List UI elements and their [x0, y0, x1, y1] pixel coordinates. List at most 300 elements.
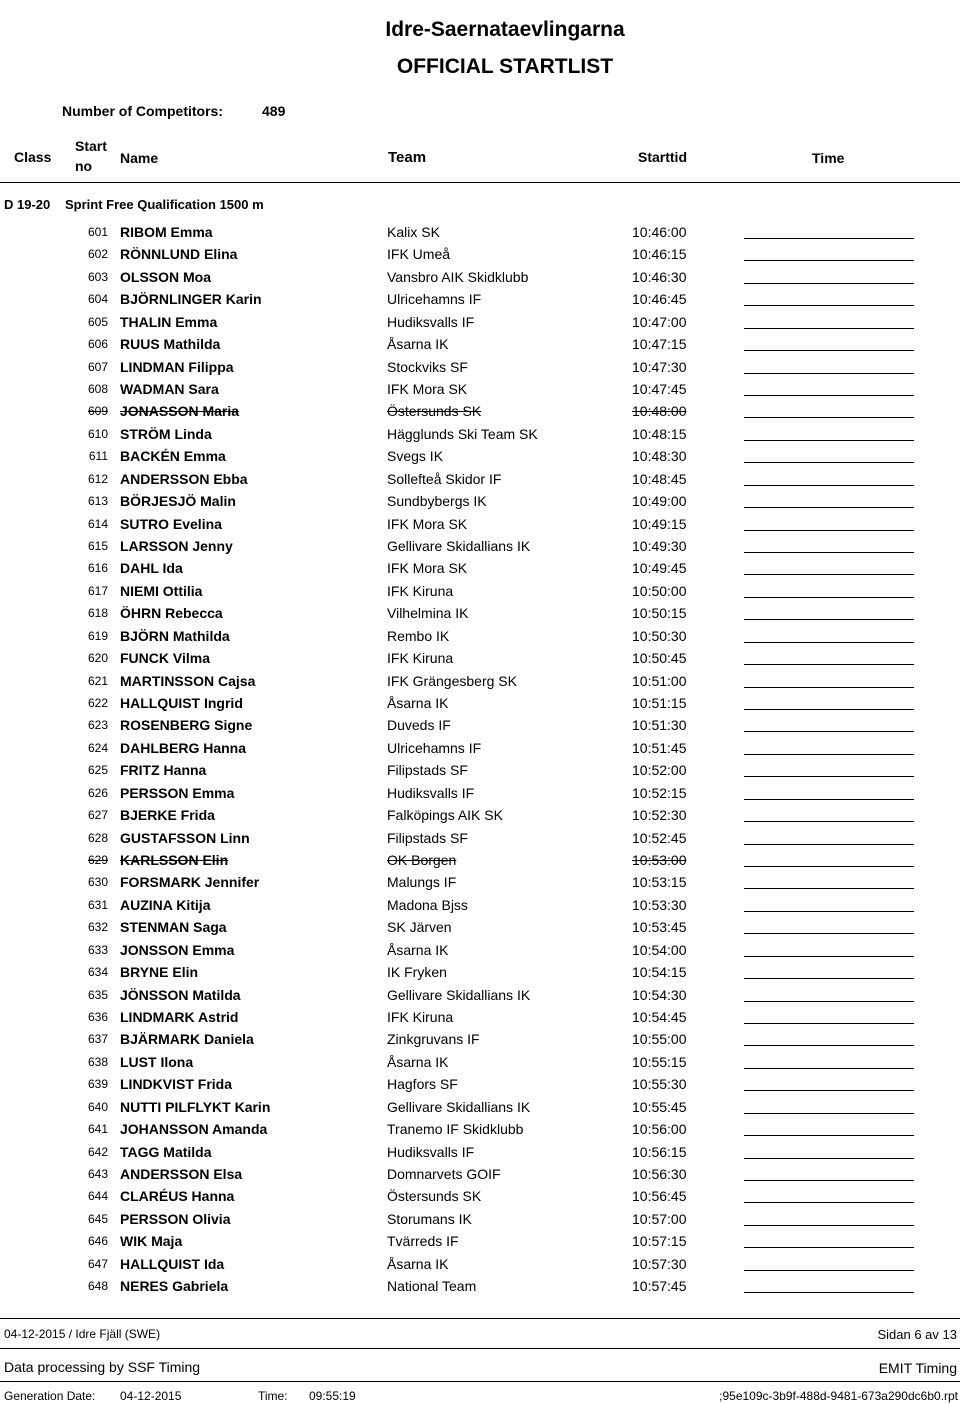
start-number: 643	[87, 1167, 108, 1182]
competitor-name: CLARÉUS Hanna	[120, 1188, 235, 1205]
table-row	[0, 693, 960, 715]
table-row	[0, 1164, 960, 1186]
competitor-name: ROSENBERG Signe	[120, 717, 253, 734]
team-name: IFK Kiruna	[387, 650, 454, 667]
team-name: Stockviks SF	[387, 358, 468, 375]
footer-page-number: Sidan 6 av 13	[877, 1327, 957, 1342]
start-time: 10:53:15	[632, 874, 687, 891]
result-time-blank-line	[744, 485, 914, 486]
start-number: 619	[87, 628, 108, 643]
table-row	[0, 357, 960, 379]
table-row	[0, 962, 960, 984]
start-number: 627	[87, 808, 108, 823]
competitor-name: LUST Ilona	[120, 1053, 194, 1070]
table-row	[0, 1142, 960, 1164]
start-time: 10:50:15	[632, 605, 687, 622]
result-time-blank-line	[744, 1270, 914, 1271]
start-number: 641	[87, 1122, 108, 1137]
result-time-blank-line	[744, 664, 914, 665]
team-name: Åsarna IK	[387, 1255, 449, 1272]
table-row	[0, 760, 960, 782]
team-name: Svegs IK	[387, 448, 444, 465]
start-number: 637	[87, 1032, 108, 1047]
start-number: 612	[87, 471, 108, 486]
team-name: Hudiksvalls IF	[387, 784, 475, 801]
start-time: 10:56:45	[632, 1188, 687, 1205]
result-time-blank-line	[744, 238, 914, 239]
start-number: 642	[87, 1144, 108, 1159]
team-name: Domnarvets GOIF	[387, 1166, 501, 1183]
column-header-team: Team	[388, 149, 427, 166]
table-row	[0, 648, 960, 670]
competitor-name: JONSSON Emma	[120, 941, 235, 958]
generation-date-label: Generation Date:	[4, 1389, 96, 1403]
start-number: 626	[87, 785, 108, 800]
table-row	[0, 850, 960, 872]
start-number: 618	[87, 606, 108, 621]
start-time: 10:52:30	[632, 807, 687, 824]
competitor-name: DAHLBERG Hanna	[120, 739, 247, 756]
competitor-name: STENMAN Saga	[120, 919, 227, 936]
start-number: 605	[87, 314, 108, 329]
competitor-name: NERES Gabriela	[120, 1278, 229, 1295]
start-number: 648	[87, 1279, 108, 1294]
start-time: 10:46:00	[632, 224, 687, 240]
result-time-blank-line	[744, 530, 914, 531]
team-name: IFK Mora SK	[387, 560, 468, 577]
result-time-blank-line	[744, 1292, 914, 1293]
table-row	[0, 491, 960, 513]
result-time-blank-line	[744, 1135, 914, 1136]
start-number: 633	[87, 942, 108, 957]
team-name: Gellivare Skidallians IK	[387, 986, 531, 1003]
start-time: 10:54:15	[632, 964, 687, 981]
result-time-blank-line	[744, 821, 914, 822]
start-time: 10:49:15	[632, 515, 687, 532]
start-number: 640	[87, 1099, 108, 1114]
start-time: 10:50:30	[632, 627, 687, 644]
footer-date-location: 04-12-2015 / Idre Fjäll (SWE)	[4, 1327, 161, 1341]
result-time-blank-line	[744, 417, 914, 418]
result-time-blank-line	[744, 552, 914, 553]
start-number: 638	[87, 1054, 108, 1069]
start-number: 625	[87, 763, 108, 778]
table-row	[0, 715, 960, 737]
start-time: 10:53:45	[632, 919, 687, 936]
start-number: 604	[87, 292, 108, 307]
start-time: 10:53:30	[632, 896, 687, 913]
team-name: Åsarna IK	[387, 695, 449, 712]
start-number: 646	[87, 1234, 108, 1249]
result-time-blank-line	[744, 1202, 914, 1203]
start-number: 614	[87, 516, 108, 531]
column-header-starttid: Starttid	[638, 149, 687, 165]
start-time: 10:50:00	[632, 582, 687, 599]
competitor-name: PERSSON Olivia	[120, 1210, 231, 1227]
table-row	[0, 469, 960, 491]
team-name: Åsarna IK	[387, 336, 449, 353]
result-time-blank-line	[744, 283, 914, 284]
start-number: 632	[87, 920, 108, 935]
start-number: 622	[87, 696, 108, 711]
competitor-name: MARTINSSON Cajsa	[120, 672, 256, 689]
start-number: 644	[87, 1189, 108, 1204]
start-number: 620	[87, 651, 108, 666]
column-header-name: Name	[120, 150, 159, 166]
table-row	[0, 805, 960, 827]
competitor-name: ÖHRN Rebecca	[120, 605, 223, 622]
team-name: Gellivare Skidallians IK	[387, 538, 531, 555]
column-header-start: Start	[75, 138, 107, 154]
start-time: 10:48:15	[632, 425, 687, 442]
table-row	[0, 940, 960, 962]
team-name: Filipstads SF	[387, 829, 468, 846]
competitor-name: BRYNE Elin	[120, 964, 199, 981]
start-time: 10:52:45	[632, 829, 687, 846]
team-name: Ulricehamns IF	[387, 291, 482, 308]
competitor-name: BJÄRMARK Daniela	[120, 1031, 254, 1048]
start-number: 647	[87, 1256, 108, 1271]
team-name: Hägglunds Ski Team SK	[387, 425, 538, 442]
start-time: 10:51:15	[632, 695, 687, 712]
competitor-name: THALIN Emma	[120, 313, 218, 330]
competitor-name: LARSSON Jenny	[120, 538, 233, 555]
result-time-blank-line	[744, 1158, 914, 1159]
start-number: 639	[87, 1077, 108, 1092]
start-time: 10:51:30	[632, 717, 687, 734]
result-time-blank-line	[744, 350, 914, 351]
race-class-description: Sprint Free Qualification 1500 m	[65, 197, 264, 212]
generation-time-label: Time:	[258, 1389, 288, 1403]
result-time-blank-line	[744, 866, 914, 867]
footer-divider-middle	[0, 1348, 960, 1349]
table-row	[0, 379, 960, 401]
table-row	[0, 738, 960, 760]
start-time: 10:46:30	[632, 268, 687, 285]
competitor-name: LINDMARK Astrid	[120, 1009, 239, 1026]
start-time: 10:49:00	[632, 493, 687, 510]
start-time: 10:47:00	[632, 313, 687, 330]
start-time: 10:56:30	[632, 1166, 687, 1183]
table-row	[0, 1276, 960, 1298]
start-time: 10:49:45	[632, 560, 687, 577]
footer-divider-top	[0, 1318, 960, 1319]
team-name: SK Järven	[387, 919, 452, 936]
result-time-blank-line	[744, 440, 914, 441]
table-row	[0, 1231, 960, 1253]
start-time: 10:47:45	[632, 381, 687, 397]
result-time-blank-line	[744, 619, 914, 620]
competitor-name: SUTRO Evelina	[120, 515, 222, 532]
table-row	[0, 267, 960, 289]
footer-emit-timing: EMIT Timing	[878, 1360, 957, 1376]
result-time-blank-line	[744, 574, 914, 575]
table-row	[0, 536, 960, 558]
result-time-blank-line	[744, 642, 914, 643]
table-row	[0, 334, 960, 356]
competitor-name: BÖRJESJÖ Malin	[120, 493, 236, 510]
team-name: IFK Grängesberg SK	[387, 672, 517, 689]
start-time: 10:47:30	[632, 358, 687, 375]
team-name: Sundbybergs IK	[387, 493, 487, 510]
start-number: 606	[87, 337, 108, 352]
team-name: Madona Bjss	[387, 896, 468, 913]
start-time: 10:57:30	[632, 1255, 687, 1272]
start-time: 10:54:45	[632, 1009, 687, 1026]
team-name: IFK Kiruna	[387, 582, 454, 599]
table-row	[0, 1052, 960, 1074]
table-row	[0, 312, 960, 334]
team-name: Hudiksvalls IF	[387, 1143, 475, 1160]
table-row	[0, 872, 960, 894]
table-row	[0, 446, 960, 468]
competitor-name: BACKÉN Emma	[120, 448, 226, 465]
team-name: Tranemo IF Skidklubb	[387, 1121, 524, 1138]
table-row	[0, 1209, 960, 1231]
competitor-name: AUZINA Kitija	[120, 896, 211, 913]
start-time: 10:55:30	[632, 1076, 687, 1093]
result-time-blank-line	[744, 507, 914, 508]
start-number: 609	[87, 404, 108, 419]
start-number: 608	[87, 382, 108, 396]
result-time-blank-line	[744, 1113, 914, 1114]
table-row	[0, 244, 960, 266]
start-time: 10:57:45	[632, 1278, 687, 1295]
team-name: National Team	[387, 1278, 477, 1295]
result-time-blank-line	[744, 709, 914, 710]
competitor-name: ANDERSSON Elsa	[120, 1166, 243, 1183]
result-time-blank-line	[744, 888, 914, 889]
table-row	[0, 424, 960, 446]
team-name: Vilhelmina IK	[387, 605, 469, 622]
start-time: 10:54:00	[632, 941, 687, 958]
result-time-blank-line	[744, 1090, 914, 1091]
table-row	[0, 671, 960, 693]
team-name: Filipstads SF	[387, 762, 468, 779]
competitor-name: GUSTAFSSON Linn	[120, 829, 250, 846]
competitor-name: RÖNNLUND Elina	[120, 246, 238, 263]
report-file-name: ;95e109c-3b9f-488d-9481-673a290dc6b0.rpt	[719, 1389, 958, 1403]
table-row	[0, 895, 960, 917]
competitor-name: RUUS Mathilda	[120, 336, 221, 353]
competitor-name: HALLQUIST Ida	[120, 1255, 225, 1272]
team-name: Zinkgruvans IF	[387, 1031, 480, 1048]
footer-divider-bottom	[0, 1381, 960, 1382]
start-number: 634	[87, 965, 108, 980]
competitor-name: TAGG Matilda	[120, 1143, 212, 1160]
event-title: Idre-Saernataevlingarna	[385, 18, 625, 41]
table-row	[0, 514, 960, 536]
competitor-name: ANDERSSON Ebba	[120, 470, 248, 487]
competitor-name: PERSSON Emma	[120, 784, 235, 801]
table-row	[0, 1029, 960, 1051]
start-time: 10:55:45	[632, 1098, 687, 1115]
result-time-blank-line	[744, 1045, 914, 1046]
start-number: 635	[87, 987, 108, 1002]
competitor-name: OLSSON Moa	[120, 268, 212, 285]
start-time: 10:48:00	[632, 403, 687, 420]
result-time-blank-line	[744, 305, 914, 306]
competitor-name: BJERKE Frida	[120, 807, 215, 824]
competitor-name: LINDMAN Filippa	[120, 358, 234, 375]
start-number: 607	[87, 359, 108, 374]
start-number: 603	[87, 269, 108, 284]
race-class-code: D 19-20	[4, 197, 51, 212]
competitor-name: RIBOM Emma	[120, 224, 213, 240]
start-time: 10:52:00	[632, 762, 687, 779]
team-name: Hagfors SF	[387, 1076, 458, 1093]
table-row	[0, 1074, 960, 1096]
team-name: Hudiksvalls IF	[387, 313, 475, 330]
team-name: Ulricehamns IF	[387, 739, 482, 756]
footer-data-processing: Data processing by SSF Timing	[4, 1359, 201, 1375]
team-name: Sollefteå Skidor IF	[387, 470, 502, 487]
competitor-name: BJÖRNLINGER Karin	[120, 291, 262, 308]
result-time-blank-line	[744, 328, 914, 329]
team-name: Kalix SK	[387, 224, 440, 240]
start-number: 617	[87, 583, 108, 598]
result-time-blank-line	[744, 1068, 914, 1069]
competitor-name: HALLQUIST Ingrid	[120, 695, 243, 712]
result-time-blank-line	[744, 933, 914, 934]
team-name: Storumans IK	[387, 1210, 472, 1227]
start-number: 611	[88, 449, 108, 464]
competitor-name: NUTTI PILFLYKT Karin	[120, 1098, 271, 1115]
table-row	[0, 401, 960, 423]
column-header-no: no	[75, 158, 93, 174]
competitor-name: FRITZ Hanna	[120, 762, 207, 779]
start-number: 621	[87, 673, 108, 688]
column-header-time: Time	[812, 150, 845, 166]
start-number: 602	[87, 247, 108, 262]
header-divider	[0, 182, 960, 183]
result-time-blank-line	[744, 956, 914, 957]
result-time-blank-line	[744, 1001, 914, 1002]
team-name: IK Fryken	[387, 964, 447, 981]
competitor-name: FORSMARK Jennifer	[120, 874, 260, 891]
start-number: 630	[87, 875, 108, 890]
start-number: 613	[87, 494, 108, 509]
competitor-name: JÖNSSON Matilda	[120, 986, 241, 1003]
result-time-blank-line	[744, 1247, 914, 1248]
result-time-blank-line	[744, 1225, 914, 1226]
table-row	[0, 558, 960, 580]
generation-date-value: 04-12-2015	[120, 1389, 182, 1403]
team-name: IFK Kiruna	[387, 1009, 454, 1026]
competitor-name: FUNCK Vilma	[120, 650, 210, 667]
start-time: 10:55:00	[632, 1031, 687, 1048]
table-row	[0, 1119, 960, 1141]
table-row	[0, 985, 960, 1007]
start-number: 601	[87, 225, 108, 239]
team-name: Rembo IK	[387, 627, 450, 644]
competitor-name: KARLSSON Elin	[120, 852, 229, 869]
table-row	[0, 1007, 960, 1029]
table-row	[0, 828, 960, 850]
start-number: 645	[87, 1211, 108, 1226]
start-time: 10:51:00	[632, 672, 687, 689]
result-time-blank-line	[744, 373, 914, 374]
result-time-blank-line	[744, 260, 914, 261]
result-time-blank-line	[744, 799, 914, 800]
start-number: 631	[87, 897, 108, 912]
team-name: Gellivare Skidallians IK	[387, 1098, 531, 1115]
team-name: OK Borgen	[387, 852, 457, 869]
result-time-blank-line	[744, 844, 914, 845]
table-row	[0, 222, 960, 244]
competitor-name: BJÖRN Mathilda	[120, 627, 230, 644]
table-row	[0, 626, 960, 648]
team-name: IFK Mora SK	[387, 515, 468, 532]
result-time-blank-line	[744, 395, 914, 396]
start-number: 610	[87, 426, 108, 441]
result-time-blank-line	[744, 754, 914, 755]
result-time-blank-line	[744, 776, 914, 777]
table-row	[0, 1254, 960, 1276]
table-row	[0, 1186, 960, 1208]
start-time: 10:46:15	[632, 246, 687, 263]
start-number: 629	[87, 853, 108, 868]
column-header-class: Class	[14, 149, 52, 165]
table-row	[0, 289, 960, 311]
start-time: 10:46:45	[632, 291, 687, 308]
competitors-count-label: Number of Competitors:	[62, 103, 223, 119]
start-time: 10:54:30	[632, 986, 687, 1003]
table-row	[0, 603, 960, 625]
competitor-name: WADMAN Sara	[120, 381, 219, 397]
start-time: 10:56:00	[632, 1121, 687, 1138]
result-time-blank-line	[744, 1023, 914, 1024]
start-time: 10:57:00	[632, 1210, 687, 1227]
start-time: 10:56:15	[632, 1143, 687, 1160]
start-time: 10:52:15	[632, 784, 687, 801]
competitor-name: JOHANSSON Amanda	[120, 1121, 268, 1138]
start-time: 10:55:15	[632, 1053, 687, 1070]
team-name: Duveds IF	[387, 717, 451, 734]
team-name: Östersunds SK	[387, 403, 482, 420]
result-time-blank-line	[744, 462, 914, 463]
start-number: 628	[87, 830, 108, 845]
start-number: 615	[87, 539, 108, 554]
start-time: 10:57:15	[632, 1233, 687, 1250]
start-time: 10:49:30	[632, 538, 687, 555]
generation-time-value: 09:55:19	[309, 1389, 356, 1403]
competitor-name: STRÖM Linda	[120, 425, 212, 442]
startlist-title: OFFICIAL STARTLIST	[396, 55, 614, 78]
result-time-blank-line	[744, 978, 914, 979]
result-time-blank-line	[744, 687, 914, 688]
competitor-name: LINDKVIST Frida	[120, 1076, 233, 1093]
start-time: 10:47:15	[632, 336, 687, 353]
start-time: 10:48:45	[632, 470, 687, 487]
start-number: 623	[87, 718, 108, 733]
start-number: 636	[87, 1010, 108, 1025]
table-row	[0, 581, 960, 603]
competitor-name: NIEMI Ottilia	[120, 582, 203, 599]
start-time: 10:53:00	[632, 852, 687, 869]
start-number: 616	[87, 561, 108, 576]
team-name: Falköpings AIK SK	[387, 807, 503, 824]
result-time-blank-line	[744, 1180, 914, 1181]
team-name: IFK Umeå	[387, 246, 451, 263]
start-time: 10:48:30	[632, 448, 687, 465]
result-time-blank-line	[744, 731, 914, 732]
start-number: 624	[87, 740, 108, 755]
competitors-count-value: 489	[262, 103, 286, 119]
team-name: Åsarna IK	[387, 941, 449, 958]
team-name: Malungs IF	[387, 874, 457, 891]
result-time-blank-line	[744, 597, 914, 598]
